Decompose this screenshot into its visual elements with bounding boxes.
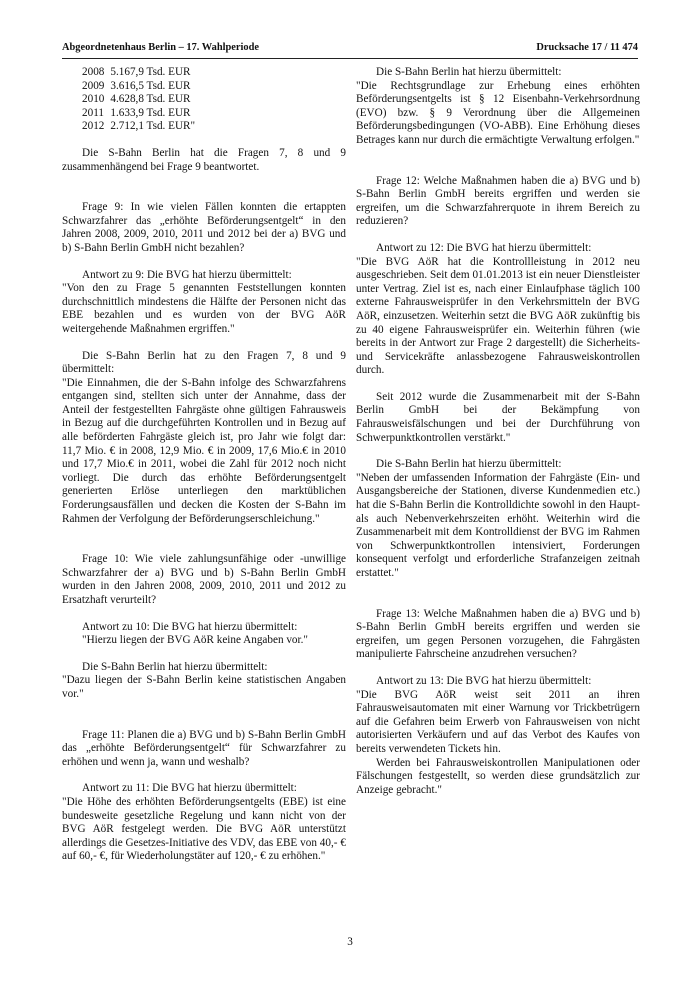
answer-9-text: "Von den zu Frage 5 genannten Feststellungen konnten durchschnittlich mindestens die Hälfte der Personen nicht das EBE bezahlen und es wurden von der BVG AöR weitergehende Maßnahmen ergriffen." [62,282,346,335]
amount-row [82,107,201,121]
header-document-number: Drucksache 17 / 11 474 [536,42,638,53]
question-13: Frage 13: Welche Maßnahmen haben die a) BVG und b) S-Bahn Berlin GmbH bereits ergriffen und werden sie ergreifen, um gegen Personen vorzugehen, die Fahrgästen manipulierte Fahrscheine anzudrehen versuchen? [356,607,640,661]
answer-13-text-2: Werden bei Fahrausweiskontrollen Manipulationen oder Fälschungen festgestellt, so werden diese grundsätzlich zur Anzeige gebracht." [356,756,640,796]
answer-10-text: "Hierzu liegen der BVG AöR keine Angaben vor." [82,634,308,647]
header-parliament: Abgeordnetenhaus Berlin – 17. Wahlperiode [62,42,259,53]
answer-11-text: "Die Höhe des erhöhten Beförderungsentgelts (EBE) ist eine bundesweite gesetzliche Regelung und kann nicht von der BVG AöR festgelegt werden. Die BVG AöR unterstützt allerdings die Gesetzes-Initiative des VDV, das EBE von 40,- € auf 60,- €, für Wiederholungstäter auf 120,- € zu erhöhen." [62,795,346,863]
answer-12-text-2: Seit 2012 wurde die Zusammenarbeit mit der S-Bahn Berlin GmbH bei der Bekämpfung von Fahrausweisfälschungen und bei der Durchführung von Schwerpunktkontrollen verstärkt." [356,390,640,444]
answer-11-sbahn-text: "Die Rechtsgrundlage zur Erhebung eines erhöhten Beförderungsentgelts ist § 12 Eisenbahn-Verkehrsordnung (EVO) bzw. § 9 Verordnung über die Allgemeinen Beförderungsbedingungen (VO-ABB). Eine Erhöhung dieses Betrages kann nur durch die ermächtigte Verwaltung erfolgen." [356,79,640,146]
amount-year: 2012 [82,120,105,133]
amount-year: 2010 [82,93,105,106]
answer-10-intro: Antwort zu 10: Die BVG hat hierzu übermittelt: [82,620,298,633]
answer-13-intro: Antwort zu 13: Die BVG hat hierzu übermittelt: [376,674,592,687]
right-column [356,66,640,797]
question-10: Frage 10: Wie viele zahlungsunfähige oder -unwillige Schwarzfahrer der a) BVG und b) S-Bahn Berlin GmbH wurden in den Jahren 2008, 2009, 2010, 2011 und 2012 zu Ersatzhaft verurteilt? [62,553,346,606]
question-9: Frage 9: In wie vielen Fällen konnten die ertappten Schwarzfahrer das „erhöhte Beförderungsentgelt“ in den Jahren 2008, 2009, 2010, 2011 und 2012 bei der a) BVG und b) S-Bahn Berlin GmbH nicht bezahlen? [62,201,346,254]
amount-year: 2011 [82,106,104,119]
sbahn-7-8-9-text: "Die Einnahmen, die der S-Bahn infolge des Schwarzfahrens entgangen sind, stellten sich unter der Annahme, dass der Anteil der festgestellten Fahrgäste ohne gültigen Fahrausweis in Bezug auf die durchgeführten Kontrollen und in Bezug auf alle beförderten Fahrgäste gleich ist, pro Jahr wie folgt dar: 11,7 Mio. € in 2008, 12,9 Mio. € in 2009, 17,6 Mio.€ in 2010 und 17,7 Mio.€ in 2011, wobei die Zahl für 2012 noch nicht vorliegt. Die durch das erhöhte Beförderungsentgelt generierten Erlöse unterliegen den marktüblichen Forderungsausfällen und decken die Kosten der S-Bahn im Rahmen der Verfolgung der Beförderungserschleichung." [62,376,346,525]
amount-row [82,120,201,134]
answer-10-sbahn-text: "Dazu liegen der S-Bahn Berlin keine statistischen Angaben vor." [62,674,346,700]
answer-12-text: "Die BVG AöR hat die Kontrollleistung in 2012 neu ausgeschrieben. Seit dem 01.01.2013 ist ein neuer Dienstleister unter Vertrag. Ziel ist es, nach einer Einlaufphase täglich 100 externe Fahrausweisprüfer in den Verkehrsmitteln der BVG AöR, einzusetzen. Weiterhin setzt die BVG AöR zukünftig bis zu 40 eigene Fahrausweisprüfer ein. Weiterhin führen (wie bereits in der Antwort zur Frage 2 dargestellt) die Sicherheits- und Servicekräfte anlassbezogene Fahrausweiskontrollen durch. [356,255,640,377]
answer-11-intro: Antwort zu 11: Die BVG hat hierzu übermittelt: [82,782,297,795]
page-number: 3 [347,936,353,948]
answer-9-intro: Antwort zu 9: Die BVG hat hierzu übermittelt: [82,268,292,281]
amount-value: 5.167,9 Tsd. EUR [110,66,191,78]
amount-row [82,80,201,94]
amount-value: 2.712,1 Tsd. EUR" [110,120,196,133]
amount-year: 2008 [82,66,105,78]
question-11: Frage 11: Planen die a) BVG und b) S-Bahn Berlin GmbH das „erhöhte Beförderungsentgelt“ für Schwarzfahrer zu erhöhen und wenn ja, wann und weshalb? [62,728,346,768]
answer-11-sbahn-intro: Die S-Bahn Berlin hat hierzu übermittelt: [376,66,562,78]
answer-13-text: "Die BVG AöR weist seit 2011 an ihren Fahrausweisautomaten mit einer Warnung vor Trickbetrügern auf die Gefahren beim Erwerb von Fahrausweisen von nicht autorisierten Verkäufern und auf das Verbot des Kaufes von bereits verwendeten Tickets hin. [356,688,640,755]
amount-year: 2009 [82,79,105,92]
header-rule [62,58,638,59]
amount-value: 1.633,9 Tsd. EUR [110,106,191,119]
answer-12-intro: Antwort zu 12: Die BVG hat hierzu übermittelt: [376,241,592,254]
sbahn-7-8-9-intro: Die S-Bahn Berlin hat zu den Fragen 7, 8 und 9 übermittelt: [62,349,346,376]
left-column [62,66,346,864]
page-header [62,42,638,58]
amount-row [82,66,201,80]
answer-12-sbahn-text: "Neben der umfassenden Information der Fahrgäste (Ein- und Ausgangsbereiche der Stationen, diverse Kundenmedien etc.) hat die S-Bahn Berlin die Kontrolldichte sowohl in den Haupt- als auch Nebenverkehrszeiten erhöht. Weiterhin wird die Zusammenarbeit mit dem Kontrolldienst der BVG im Rahmen von Schwerpunktkontrollen intensiviert, Forderungen konsequent verfolgt und erforderliche Strafanzeigen zeitnah erstattet." [356,471,640,579]
question-12: Frage 12: Welche Maßnahmen haben die a) BVG und b) S-Bahn Berlin GmbH bereits ergriffen und werden sie ergreifen, um die Schwarzfahrerquote in ihrem Bereich zu reduzieren? [356,174,640,228]
amounts-table [82,66,201,134]
answer-12-sbahn-intro: Die S-Bahn Berlin hat hierzu übermittelt: [376,458,562,471]
amount-row [82,93,201,107]
amount-value: 3.616,5 Tsd. EUR [110,79,191,92]
paragraph-sbahn-note: Die S-Bahn Berlin hat die Fragen 7, 8 und 9 zusammenhängend bei Frage 9 beantwortet. [62,146,346,173]
answer-10-sbahn-intro: Die S-Bahn Berlin hat hierzu übermittelt: [82,660,268,673]
amount-value: 4.628,8 Tsd. EUR [110,93,191,106]
